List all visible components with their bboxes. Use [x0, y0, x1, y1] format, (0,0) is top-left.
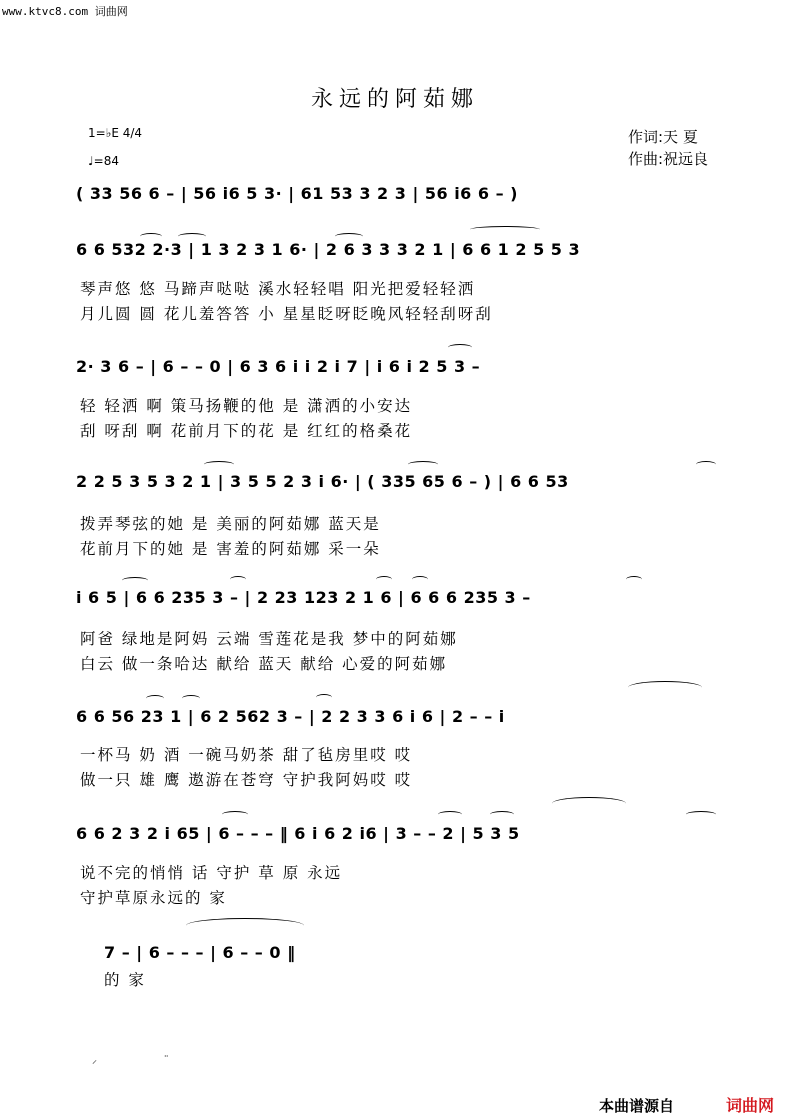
slur	[186, 918, 304, 933]
score-lyric-line-8: 的 家	[104, 971, 146, 989]
score-music-line-7: 6 6 2 3 2 i 65 | 6 – – – ‖ 6 i 6 2 i6 | 3 – – 2 | 5 3 5	[76, 824, 520, 843]
score-lyric-line-4a: 拨弄琴弦的她 是 美丽的阿茹娜 蓝天是	[80, 515, 381, 533]
slur	[448, 344, 472, 351]
slur	[490, 811, 514, 818]
score-music-line-2: 6 6 532 2·3 | 1 3 2 3 1 6· | 2 6 3 3 3 2 1 | 6 6 1 2 5 5 3	[76, 240, 581, 259]
slur	[376, 576, 392, 583]
source-credit: 本曲谱源自	[598, 1097, 674, 1115]
slur	[686, 811, 716, 818]
score-lyric-line-7a: 说不完的悄悄 话 守护 草 原 永远	[80, 864, 343, 882]
score-lyric-line-6a: 一杯马 奶 酒 一碗马奶茶 甜了毡房里哎 哎	[80, 746, 413, 764]
score-music-line-5: i 6 5 | 6 6 235 3 – | 2 23 123 2 1 6 | 6 6 6 235 3 –	[76, 588, 531, 607]
score-lyric-line-5b: 白云 做一条哈达 献给 蓝天 献给 心爱的阿茹娜	[80, 655, 448, 673]
slur	[438, 811, 462, 818]
slur	[626, 576, 642, 583]
score-music-line-3: 2· 3 6 – | 6 – – 0 | 6 3 6 i i 2 i 7 | i 6 i 2 5 3 –	[76, 357, 481, 376]
score-lyric-line-2a: 琴声悠 悠 马蹄声哒哒 溪水轻轻唱 阳光把爱轻轻洒	[80, 280, 476, 298]
score-music-line-1: ( 33 56 6 – | 56 i6 5 3· | 61 53 3 2 3 | 56 i6 6 – )	[76, 184, 518, 203]
score-lyric-line-3a: 轻 轻洒 啊 策马扬鞭的他 是 潇洒的小安达	[80, 397, 413, 415]
slur	[122, 577, 148, 584]
score-lyric-line-4b: 花前月下的她 是 害羞的阿茹娜 采一朵	[80, 540, 381, 558]
score-music-line-8: 7 – | 6 – – – | 6 – – 0 ‖	[104, 943, 296, 962]
score-lyric-line-3b: 刮 呀刮 啊 花前月下的花 是 红红的格桑花	[80, 422, 413, 440]
song-title: 永远的阿茹娜	[310, 87, 479, 112]
slur	[408, 461, 438, 468]
slur	[178, 233, 206, 240]
score-lyric-line-5a: 阿爸 绿地是阿妈 云端 雪莲花是我 梦中的阿茹娜	[80, 630, 458, 648]
slur	[204, 461, 234, 468]
slur	[628, 681, 702, 694]
lyricist-credit: 作词:天 夏	[628, 128, 698, 146]
score-lyric-line-7b: 守护草原永远的 家	[80, 889, 227, 907]
slur	[335, 233, 363, 240]
slur	[696, 461, 716, 468]
slur	[182, 695, 200, 702]
score-music-line-4: 2 2 5 3 5 3 2 1 | 3 5 5 2 3 i 6· | ( 335 65 6 – ) | 6 6 53	[76, 472, 569, 491]
score-lyric-line-2b: 月儿圆 圆 花儿羞答答 小 星星眨呀眨晚风轻轻刮呀刮	[80, 305, 493, 323]
slur	[470, 226, 540, 233]
score-lyric-line-6b: 做一只 雄 鹰 遨游在苍穹 守护我阿妈哎 哎	[80, 771, 413, 789]
score-music-line-6: 6 6 56 23 1 | 6 2 562 3 – | 2 2 3 3 6 i 6 | 2 – – i	[76, 707, 505, 726]
slur	[146, 695, 164, 702]
key-signature: 1=♭E 4/4	[88, 126, 143, 140]
slur	[552, 797, 626, 810]
slur	[222, 811, 248, 818]
slur	[412, 576, 428, 583]
site-url-watermark: www.ktvc8.com 词曲网	[2, 5, 128, 18]
slur	[140, 233, 162, 240]
tempo-marking: ♩=84	[88, 154, 119, 168]
slur	[316, 694, 332, 701]
composer-credit: 作曲:祝远良	[628, 150, 709, 168]
stray-mark: ⸝ ¨	[92, 1055, 169, 1066]
slur	[230, 576, 246, 583]
site-logo[interactable]: 词曲网	[725, 1096, 774, 1115]
